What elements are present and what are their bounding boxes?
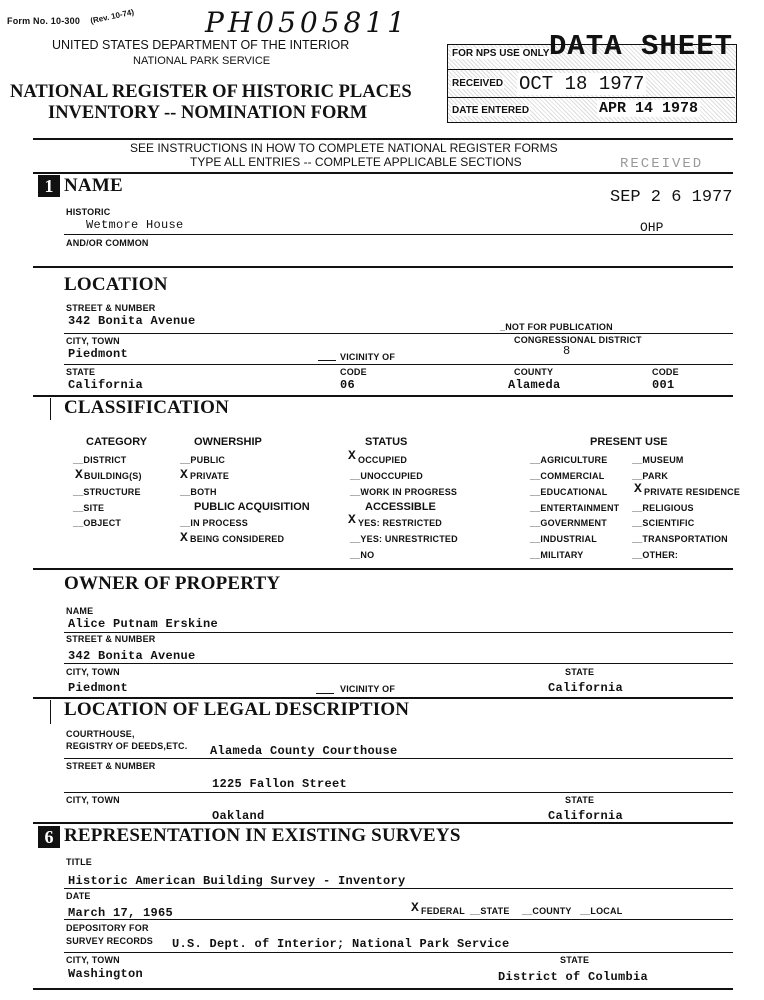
section-6-number: 6 bbox=[38, 826, 60, 848]
form-number: Form No. 10-300 bbox=[7, 16, 81, 26]
state-code-label: CODE bbox=[340, 367, 367, 377]
depository-state-value: District of Columbia bbox=[498, 970, 649, 984]
survey-federal: FEDERAL bbox=[421, 906, 465, 916]
acquisition-considered-mark: X bbox=[180, 530, 188, 545]
nps-use-box-content bbox=[447, 30, 735, 121]
use-museum: __MUSEUM bbox=[632, 455, 684, 465]
revision-note: (Rev. 10-74) bbox=[89, 7, 135, 26]
category-site: __SITE bbox=[73, 503, 105, 513]
use-industrial: __INDUSTRIAL bbox=[530, 534, 597, 544]
owner-city-value: Piedmont bbox=[68, 681, 129, 695]
instructions-line1: SEE INSTRUCTIONS IN HOW TO COMPLETE NATIONAL REGISTER FORMS bbox=[130, 141, 558, 155]
ownership-private: PRIVATE bbox=[190, 471, 230, 481]
status-occupied-mark: X bbox=[348, 448, 356, 463]
owner-street-label: STREET & NUMBER bbox=[66, 634, 156, 644]
survey-federal-mark: X bbox=[411, 900, 419, 915]
legal-city-label: CITY, TOWN bbox=[66, 795, 120, 805]
category-buildings: BUILDING(S) bbox=[84, 471, 142, 481]
section-4-title: OWNER OF PROPERTY bbox=[64, 573, 281, 594]
access-yes-unrestricted: __YES: UNRESTRICTED bbox=[350, 534, 458, 544]
depository-label-line1: DEPOSITORY FOR bbox=[66, 923, 149, 933]
department-name: UNITED STATES DEPARTMENT OF THE INTERIOR bbox=[52, 38, 350, 52]
access-no: __NO bbox=[350, 550, 375, 560]
use-transportation: __TRANSPORTATION bbox=[632, 534, 728, 544]
section-5-title: LOCATION OF LEGAL DESCRIPTION bbox=[64, 699, 410, 720]
depository-city-label: CITY, TOWN bbox=[66, 955, 120, 965]
legal-city-value: Oakland bbox=[212, 809, 265, 823]
public-acquisition-heading: PUBLIC ACQUISITION bbox=[194, 501, 310, 513]
owner-vicinity-label: VICINITY OF bbox=[340, 684, 396, 694]
use-private-residence: PRIVATE RESIDENCE bbox=[644, 487, 741, 497]
category-heading: CATEGORY bbox=[86, 436, 148, 448]
present-use-heading: PRESENT USE bbox=[590, 436, 668, 448]
owner-name-label: NAME bbox=[66, 606, 94, 616]
ownership-private-mark: X bbox=[180, 467, 188, 482]
location-state-value: California bbox=[68, 378, 144, 392]
received-stamp-office: OHP bbox=[640, 220, 664, 235]
use-commercial: __COMMERCIAL bbox=[530, 471, 605, 481]
section-3-title: CLASSIFICATION bbox=[64, 397, 230, 418]
historic-name-value: Wetmore House bbox=[86, 218, 184, 232]
use-private-residence-mark: X bbox=[634, 481, 642, 496]
location-vicinity-label: VICINITY OF bbox=[340, 352, 396, 362]
survey-title-label: TITLE bbox=[66, 857, 92, 867]
owner-name-value: Alice Putnam Erskine bbox=[68, 617, 219, 631]
use-scientific: __SCIENTIFIC bbox=[632, 518, 695, 528]
received-stamp-date: SEP 2 6 1977 bbox=[610, 188, 733, 207]
status-work-in-progress: __WORK IN PROGRESS bbox=[350, 487, 458, 497]
depository-city-value: Washington bbox=[68, 967, 144, 981]
ownership-public: __PUBLIC bbox=[180, 455, 226, 465]
use-military: __MILITARY bbox=[530, 550, 584, 560]
received-label: RECEIVED bbox=[452, 78, 504, 89]
data-sheet-stamp: DATA SHEET bbox=[549, 30, 734, 63]
use-educational: __EDUCATIONAL bbox=[530, 487, 608, 497]
status-unoccupied: __UNOCCUPIED bbox=[350, 471, 423, 481]
category-building-mark: X bbox=[75, 467, 83, 482]
section-1-number: 1 bbox=[38, 175, 60, 197]
ownership-both: __BOTH bbox=[180, 487, 217, 497]
state-code-value: 06 bbox=[340, 378, 356, 392]
owner-street-value: 342 Bonita Avenue bbox=[68, 649, 196, 663]
location-state-label: STATE bbox=[66, 367, 96, 377]
use-agriculture: __AGRICULTURE bbox=[530, 455, 608, 465]
use-other: __OTHER: bbox=[632, 550, 679, 560]
legal-street-label: STREET & NUMBER bbox=[66, 761, 156, 771]
historic-label: HISTORIC bbox=[66, 207, 111, 217]
legal-street-value: 1225 Fallon Street bbox=[212, 777, 348, 791]
owner-state-value: California bbox=[548, 681, 624, 695]
status-heading: STATUS bbox=[365, 436, 408, 448]
section-6-title: REPRESENTATION IN EXISTING SURVEYS bbox=[64, 825, 461, 846]
depository-state-label: STATE bbox=[560, 955, 590, 965]
category-structure: __STRUCTURE bbox=[73, 487, 141, 497]
use-park: __PARK bbox=[632, 471, 669, 481]
use-religious: __RELIGIOUS bbox=[632, 503, 694, 513]
county-value: Alameda bbox=[508, 378, 561, 392]
county-label: COUNTY bbox=[514, 367, 554, 377]
section-1-title: NAME bbox=[64, 175, 123, 196]
acquisition-in-process: __IN PROCESS bbox=[180, 518, 248, 528]
category-object: __OBJECT bbox=[73, 518, 122, 528]
location-city-value: Piedmont bbox=[68, 347, 129, 361]
accessible-heading: ACCESSIBLE bbox=[365, 501, 436, 513]
survey-state: __STATE bbox=[470, 906, 510, 916]
congressional-district-label: CONGRESSIONAL DISTRICT bbox=[514, 335, 642, 345]
congressional-district-value: 8 bbox=[563, 344, 571, 358]
survey-title-value: Historic American Building Survey - Inventory bbox=[68, 874, 406, 888]
depository-value: U.S. Dept. of Interior; National Park Service bbox=[172, 937, 510, 951]
use-government: __GOVERNMENT bbox=[530, 518, 607, 528]
category-district: __DISTRICT bbox=[73, 455, 127, 465]
courthouse-value: Alameda County Courthouse bbox=[210, 744, 398, 758]
use-entertainment: __ENTERTAINMENT bbox=[530, 503, 620, 513]
location-city-label: CITY, TOWN bbox=[66, 336, 120, 346]
location-street-label: STREET & NUMBER bbox=[66, 303, 156, 313]
section-2-title: LOCATION bbox=[64, 274, 168, 295]
depository-label-line2: SURVEY RECORDS bbox=[66, 936, 153, 946]
received-date: OCT 18 1977 bbox=[519, 73, 645, 95]
courthouse-label-line1: COURTHOUSE, bbox=[66, 729, 135, 739]
handwritten-reference: PH0505811 bbox=[205, 6, 409, 39]
survey-local: __LOCAL bbox=[580, 906, 623, 916]
survey-date-value: March 17, 1965 bbox=[68, 906, 174, 920]
date-entered-value: APR 14 1978 bbox=[599, 100, 699, 117]
ownership-heading: OWNERSHIP bbox=[194, 436, 262, 448]
date-entered-label: DATE ENTERED bbox=[452, 105, 530, 116]
instructions-line2: TYPE ALL ENTRIES -- COMPLETE APPLICABLE SECTIONS bbox=[190, 155, 522, 169]
not-for-publication-label: _NOT FOR PUBLICATION bbox=[500, 322, 613, 332]
access-restricted-mark: X bbox=[348, 512, 356, 527]
courthouse-label-line2: REGISTRY OF DEEDS,ETC. bbox=[66, 741, 188, 751]
owner-state-label: STATE bbox=[565, 667, 595, 677]
legal-state-value: California bbox=[548, 809, 624, 823]
service-name: NATIONAL PARK SERVICE bbox=[133, 55, 271, 67]
owner-city-label: CITY, TOWN bbox=[66, 667, 120, 677]
for-nps-use-label: FOR NPS USE ONLY bbox=[452, 48, 550, 59]
common-name-label: AND/OR COMMON bbox=[66, 238, 149, 248]
received-stamp-word: RECEIVED bbox=[620, 156, 704, 172]
access-yes-restricted: YES: RESTRICTED bbox=[358, 518, 443, 528]
county-code-value: 001 bbox=[652, 378, 675, 392]
legal-state-label: STATE bbox=[565, 795, 595, 805]
status-occupied: OCCUPIED bbox=[358, 455, 408, 465]
form-title-line2: INVENTORY -- NOMINATION FORM bbox=[48, 103, 368, 123]
acquisition-being-considered: BEING CONSIDERED bbox=[190, 534, 285, 544]
county-code-label: CODE bbox=[652, 367, 679, 377]
location-street-value: 342 Bonita Avenue bbox=[68, 314, 196, 328]
form-title-line1: NATIONAL REGISTER OF HISTORIC PLACES bbox=[10, 82, 412, 102]
survey-county: __COUNTY bbox=[522, 906, 572, 916]
survey-date-label: DATE bbox=[66, 891, 91, 901]
